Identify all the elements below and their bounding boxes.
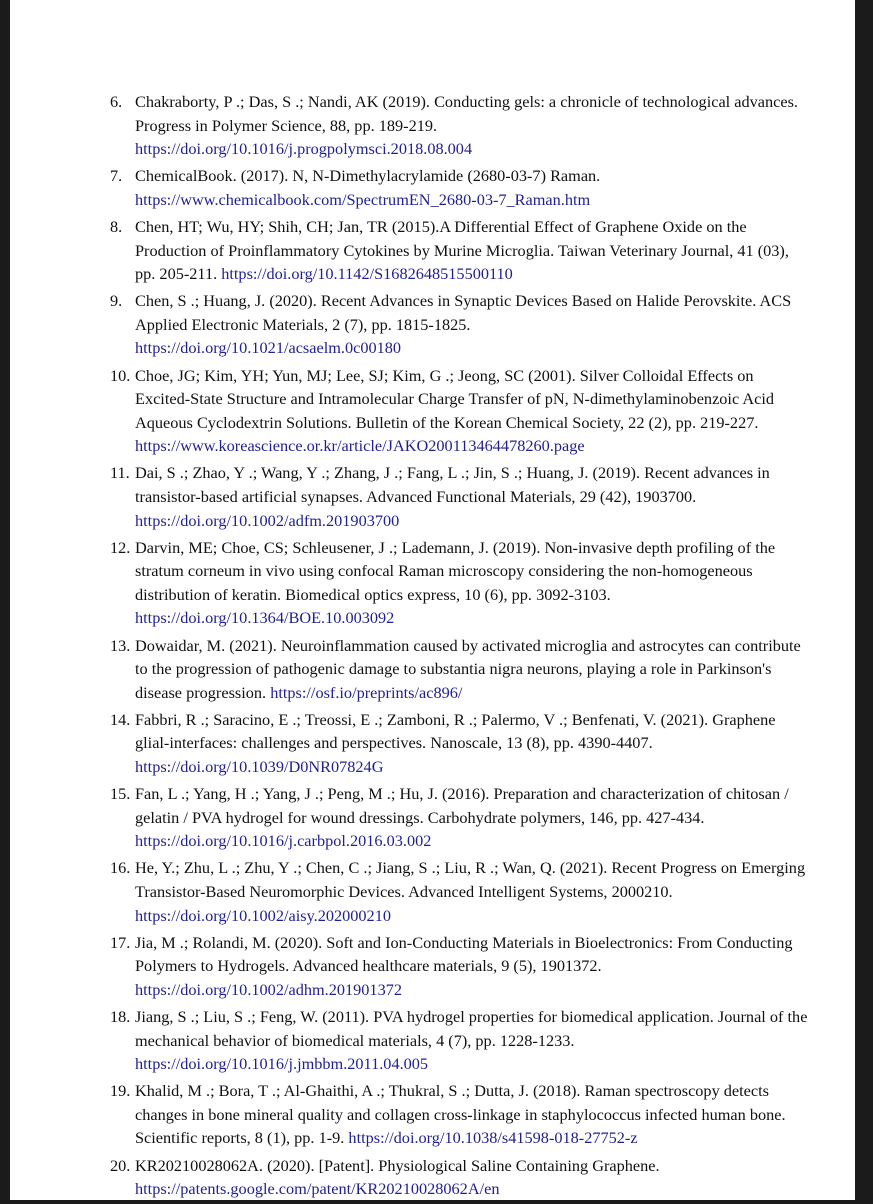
reference-item xyxy=(110,1005,810,1076)
reference-link[interactable]: https://doi.org/10.1038/s41598-018-27752-z xyxy=(348,1128,638,1148)
reference-body xyxy=(135,1079,810,1150)
reference-number: 10. xyxy=(110,365,131,385)
reference-item xyxy=(110,364,810,458)
reference-text: Chen, S .; Huang, J. (2020). Recent Advances in Synaptic Devices Based on Halide Perovskite. ACS Applied Electronic Materials, 2 (7), pp. 1815-1825. xyxy=(135,291,792,334)
reference-link[interactable]: https://doi.org/10.1016/j.carbpol.2016.03.002 xyxy=(135,831,432,851)
reference-text: Chakraborty, P .; Das, S .; Nandi, AK (2019). Conducting gels: a chronicle of technological advances. Progress in Polymer Science, 88, pp. 189-219. xyxy=(135,92,799,135)
reference-link[interactable]: https://doi.org/10.1142/S1682648515500110 xyxy=(221,264,513,284)
document-page xyxy=(10,0,855,1200)
reference-item xyxy=(110,289,810,360)
reference-item xyxy=(110,164,810,211)
reference-body xyxy=(135,164,810,211)
reference-text: Choe, JG; Kim, YH; Yun, MJ; Lee, SJ; Kim, G .; Jeong, SC (2001). Silver Colloidal Effects on Excited-State Structure and Intramolecular Charge Transfer of pN, N-dimethylaminobenzoic Acid Aqueous Cyclodextrin Solutions. Bulletin of the Korean Chemical Society, 22 (2), pp. 219-227. xyxy=(135,365,775,432)
reference-text: ChemicalBook. (2017). N, N-Dimethylacrylamide (2680-03-7) Raman. xyxy=(135,166,601,186)
reference-body xyxy=(135,90,810,161)
reference-body xyxy=(135,782,810,853)
reference-text: Jia, M .; Rolandi, M. (2020). Soft and Ion-Conducting Materials in Bioelectronics: From Conducting Polymers to Hydrogels. Advanced healthcare materials, 9 (5), 1901372. xyxy=(135,932,793,976)
reference-number: 20. xyxy=(110,1155,131,1175)
reference-list xyxy=(110,90,810,1204)
reference-item xyxy=(110,1079,810,1150)
reference-link[interactable]: https://doi.org/10.1039/D0NR07824G xyxy=(135,757,384,777)
reference-body xyxy=(135,215,810,286)
reference-body xyxy=(135,461,810,532)
reference-item xyxy=(110,931,810,1002)
reference-item xyxy=(110,708,810,779)
reference-text: Chen, HT; Wu, HY; Shih, CH; Jan, TR (2015).A Differential Effect of Graphene Oxide on the Production of Proinflammatory Cytokines by Murine Microglia. Taiwan Veterinary Journal, 41 (03), pp. 205-211. xyxy=(135,216,789,284)
reference-body xyxy=(135,1154,810,1201)
reference-text: Fan, L .; Yang, H .; Yang, J .; Peng, M .; Hu, J. (2016). Preparation and characterization of chitosan / gelatin / PVA hydrogel for wound dressings. Carbohydrate polymers, 146, pp. 427-434. xyxy=(135,784,789,827)
reference-number: 13. xyxy=(110,635,131,655)
reference-body xyxy=(135,536,810,630)
reference-body xyxy=(135,634,810,705)
reference-text: Dai, S .; Zhao, Y .; Wang, Y .; Zhang, J .; Fang, L .; Jin, S .; Huang, J. (2019). Recent advances in transistor-based artificial synapses. Advanced Functional Materials, 29 (42), 1903700. xyxy=(135,463,770,506)
reference-link[interactable]: https://doi.org/10.1002/adhm.201901372 xyxy=(135,979,402,999)
reference-body xyxy=(135,364,810,458)
reference-item xyxy=(110,782,810,853)
reference-item xyxy=(110,90,810,161)
reference-item xyxy=(110,215,810,286)
reference-link[interactable]: https://doi.org/10.1016/j.jmbbm.2011.04.005 xyxy=(135,1054,429,1074)
reference-link[interactable]: https://doi.org/10.1021/acsaelm.0c00180 xyxy=(135,338,402,358)
reference-text: KR20210028062A. (2020). [Patent]. Physiological Saline Containing Graphene. xyxy=(135,1155,660,1175)
reference-text: Khalid, M .; Bora, T .; Al-Ghaithi, A .; Thukral, S .; Dutta, J. (2018). Raman spectroscopy detects changes in bone mineral quality and collagen cross-linkage in staphylococcus infected human bone. Scientific reports, 8 (1), pp. 1-9. xyxy=(135,1081,786,1148)
reference-number: 17. xyxy=(110,932,131,952)
reference-number: 15. xyxy=(110,784,131,804)
reference-text: Darvin, ME; Choe, CS; Schleusener, J .; Lademann, J. (2019). Non-invasive depth profiling of the stratum corneum in vivo using confocal Raman microscopy considering the non-homogeneous distribution of keratin. Biomedical optics express, 10 (6), pp. 3092-3103. xyxy=(135,537,776,604)
reference-number: 7. xyxy=(110,166,123,186)
reference-number: 19. xyxy=(110,1081,131,1101)
reference-number: 11. xyxy=(110,463,130,483)
reference-text: Fabbri, R .; Saracino, E .; Treossi, E .; Zamboni, R .; Palermo, V .; Benfenati, V. (2021). Graphene glial-interfaces: challenges and perspectives. Nanoscale, 13 (8), pp. 4390-4407. xyxy=(135,709,776,753)
reference-link[interactable]: https://doi.org/10.1002/adfm.201903700 xyxy=(135,510,400,530)
reference-item xyxy=(110,461,810,532)
reference-number: 6. xyxy=(110,92,123,111)
reference-link[interactable]: https://www.koreascience.or.kr/article/JAKO200113464478260.page xyxy=(135,436,585,456)
reference-body xyxy=(135,856,810,927)
reference-body xyxy=(135,708,810,779)
reference-body xyxy=(135,1005,810,1076)
reference-link[interactable]: https://osf.io/preprints/ac896/ xyxy=(270,682,463,702)
reference-link[interactable]: https://doi.org/10.1002/aisy.202000210 xyxy=(135,905,391,925)
reference-link[interactable]: https://doi.org/10.1016/j.progpolymsci.2018.08.004 xyxy=(135,139,473,159)
reference-item xyxy=(110,634,810,705)
reference-item xyxy=(110,1154,810,1201)
reference-number: 14. xyxy=(110,709,131,729)
reference-number: 12. xyxy=(110,537,131,557)
reference-number: 8. xyxy=(110,216,123,236)
reference-number: 9. xyxy=(110,291,123,311)
reference-text: Jiang, S .; Liu, S .; Feng, W. (2011). PVA hydrogel properties for biomedical application. Journal of the mechanical behavior of biomedical materials, 4 (7), pp. 1228-1233. xyxy=(135,1006,808,1050)
reference-body xyxy=(135,931,810,1002)
reference-body xyxy=(135,289,810,360)
reference-text: He, Y.; Zhu, L .; Zhu, Y .; Chen, C .; Jiang, S .; Liu, R .; Wan, Q. (2021). Recent Progress on Emerging Transistor-Based Neuromorphic Devices. Advanced Intelligent Systems, 2000210. xyxy=(135,858,806,901)
reference-number: 18. xyxy=(110,1006,131,1026)
reference-item xyxy=(110,536,810,630)
reference-link[interactable]: https://www.chemicalbook.com/SpectrumEN_2680-03-7_Raman.htm xyxy=(135,189,591,209)
reference-text: Dowaidar, M. (2021). Neuroinflammation caused by activated microglia and astrocytes can contribute to the progression of pathogenic damage to substantia nigra neurons, playing a role in Parkinson's disease progression. xyxy=(135,635,801,702)
reference-link[interactable]: https://doi.org/10.1364/BOE.10.003092 xyxy=(135,608,395,628)
reference-number: 16. xyxy=(110,858,131,878)
reference-link[interactable]: https://patents.google.com/patent/KR20210028062A/en xyxy=(135,1179,500,1199)
reference-item xyxy=(110,856,810,927)
